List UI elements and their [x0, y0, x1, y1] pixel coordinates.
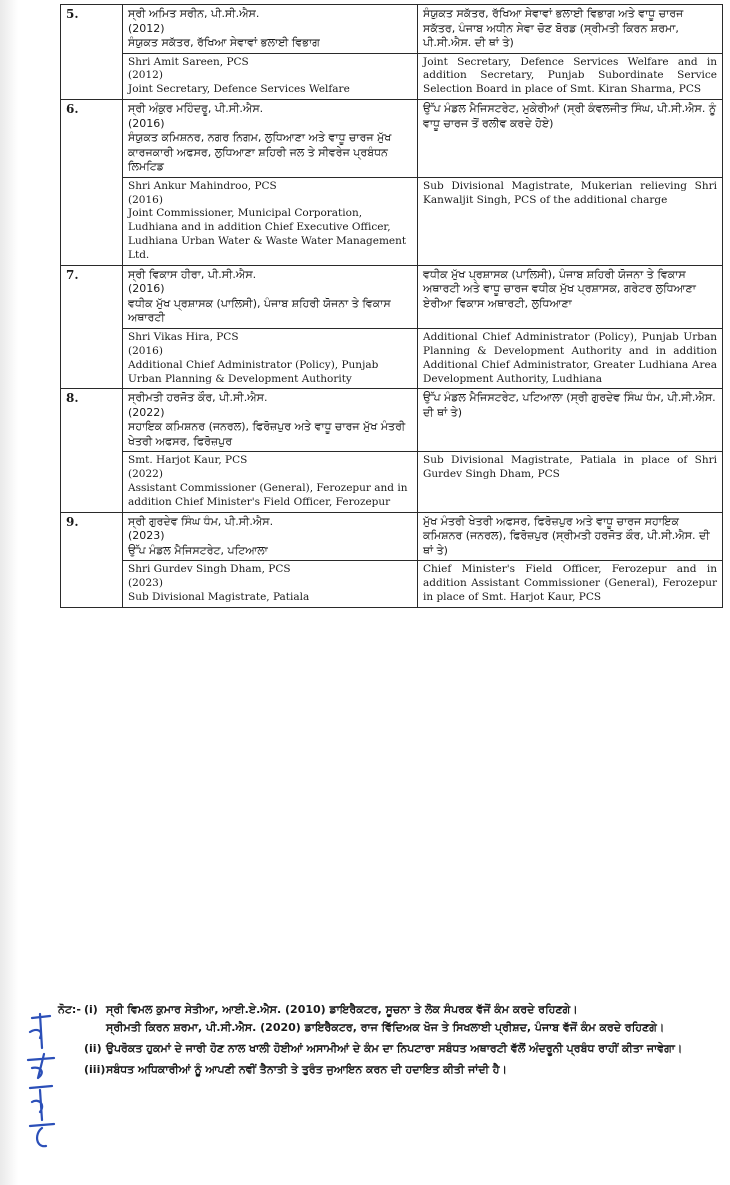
note-item — [84, 1003, 723, 1036]
officer-english — [123, 328, 418, 388]
officer-batch: (2022) — [128, 468, 163, 481]
posting-punjabi: ਵਧੀਕ ਮੁੱਖ ਪ੍ਰਸ਼ਾਸਕ (ਪਾਲਿਸੀ), ਪੰਜਾਬ ਸ਼ਹਿਰੀ ਯੋਜਨਾ ਤੇ ਵਿਕਾਸ ਅਥਾਰਟੀ ਅਤੇ ਵਾਧੂ ਚਾਰਜ ਵਧੀਕ ਮੁੱਖ ਪ੍ਰਸ਼ਾਸਕ, ਗਰੇਟਰ ਲੁਧਿਆਣਾ ਏਰੀਆ ਵਿਕਾਸ ਅਥਾਰਟੀ, ਲੁਧਿਆਣਾ — [418, 265, 723, 328]
officer-name: Smt. Harjot Kaur, PCS — [128, 454, 248, 467]
table-row — [61, 177, 723, 265]
officer-batch: (2023) — [128, 577, 163, 590]
officer-current-post: ਉੱਪ ਮੰਡਲ ਮੈਜਿਸਟਰੇਟ, ਪਟਿਆਲਾ — [128, 543, 268, 557]
officer-name: ਸ੍ਰੀ ਅੰਕੁਰ ਮਹਿੰਦਰੂ, ਪੀ.ਸੀ.ਐਸ. — [128, 102, 264, 116]
officer-punjabi — [123, 512, 418, 561]
posting-english: Sub Divisional Magistrate, Patiala in place of Shri Gurdev Singh Dham, PCS — [418, 452, 723, 512]
officer-current-post: Sub Divisional Magistrate, Patiala — [128, 591, 310, 604]
transfer-orders-table — [60, 4, 723, 608]
note-number: (i) — [84, 1003, 98, 1016]
posting-english: Sub Divisional Magistrate, Mukerian relieving Shri Kanwaljit Singh, PCS of the additional charge — [418, 177, 723, 265]
table-row — [61, 389, 723, 452]
note-subtext: ਸ੍ਰੀਮਤੀ ਕਿਰਨ ਸ਼ਰਮਾ, ਪੀ.ਸੀ.ਐਸ. (2020) ਡਾਇਰੈਕਟਰ, ਰਾਜ ਵਿੱਦਿਅਕ ਖੋਜ ਤੇ ਸਿਖਲਾਈ ਪ੍ਰੀਸ਼ਦ, ਪੰਜਾਬ ਵੱਜੋਂ ਕੰਮ ਕਰਦੇ ਰਹਿਣਗੇ। — [106, 1020, 665, 1034]
posting-english: Additional Chief Administrator (Policy), Punjab Urban Planning & Development Authority and in addition Additional Chief Administrator, Greater Ludhiana Area Development Authority, Ludhiana — [418, 328, 723, 388]
officer-name: Shri Ankur Mahindroo, PCS — [128, 179, 277, 192]
table-row — [61, 265, 723, 328]
officer-punjabi — [123, 5, 418, 54]
posting-punjabi: ਸੰਯੁਕਤ ਸਕੱਤਰ, ਰੱਖਿਆ ਸੇਵਾਵਾਂ ਭਲਾਈ ਵਿਭਾਗ ਅਤੇ ਵਾਧੂ ਚਾਰਜ ਸਕੱਤਰ, ਪੰਜਾਬ ਅਧੀਨ ਸੇਵਾ ਚੋਣ ਬੋਰਡ (ਸ੍ਰੀਮਤੀ ਕਿਰਨ ਸ਼ਰਮਾ, ਪੀ.ਸੀ.ਐਸ. ਦੀ ਥਾਂ ਤੇ) — [418, 5, 723, 54]
officer-current-post: Joint Commissioner, Municipal Corporation, Ludhiana and in addition Chief Executive Officer, Ludhiana Urban Water & Waste Water Management Ltd. — [128, 207, 407, 261]
handwritten-signature — [10, 1008, 60, 1158]
serial-number: 9. — [61, 512, 123, 607]
note-text: ਸਬੰਧਤ ਅਧਿਕਾਰੀਆਂ ਨੂੰ ਆਪਣੀ ਨਵੀਂ ਤੈਨਾਤੀ ਤੇ ਤੁਰੰਤ ਜੁਆਇਨ ਕਰਨ ਦੀ ਹਦਾਇਤ ਕੀਤੀ ਜਾਂਦੀ ਹੈ। — [106, 1062, 507, 1076]
officer-english — [123, 561, 418, 608]
posting-english: Joint Secretary, Defence Services Welfare and in addition Secretary, Punjab Subordinate Service Selection Board in place of Smt. Kiran Sharma, PCS — [418, 53, 723, 100]
officer-batch: (2012) — [128, 69, 163, 82]
officer-batch: (2016) — [128, 193, 163, 206]
table-row — [61, 5, 723, 54]
officer-batch: (2016) — [128, 116, 165, 130]
officer-name: ਸ੍ਰੀਮਤੀ ਹਰਜੋਤ ਕੌਰ, ਪੀ.ਸੀ.ਐਸ. — [128, 391, 268, 405]
officer-name: ਸ੍ਰੀ ਗੁਰਦੇਵ ਸਿੰਘ ਧੰਮ, ਪੀ.ਸੀ.ਐਸ. — [128, 514, 274, 528]
officer-name: ਸ੍ਰੀ ਵਿਕਾਸ ਹੀਰਾ, ਪੀ.ਸੀ.ਐਸ. — [128, 267, 257, 281]
note-text: ਸ੍ਰੀ ਵਿਮਲ ਕੁਮਾਰ ਸੇਤੀਆ, ਆਈ.ਏ.ਐਸ. (2010) ਡਾਇਰੈਕਟਰ, ਸੂਚਨਾ ਤੇ ਲੋਕ ਸੰਪਰਕ ਵੱਜੋਂ ਕੰਮ ਕਰਦੇ ਰਹਿਣਗੇ। — [106, 1003, 578, 1016]
officer-batch: (2016) — [128, 282, 165, 296]
note-item — [84, 1041, 723, 1057]
signature-strokes — [28, 1014, 54, 1146]
officer-current-post: ਸੰਯੁਕਤ ਕਮਿਸ਼ਨਰ, ਨਗਰ ਨਿਗਮ, ਲੁਧਿਆਣਾ ਅਤੇ ਵਾਧੂ ਚਾਰਜ ਮੁੱਖ ਕਾਰਜਕਾਰੀ ਅਫਸਰ, ਲੁਧਿਆਣਾ ਸ਼ਹਿਰੀ ਜਲ ਤੇ ਸੀਵਰੇਜ ਪ੍ਰਬੰਧਨ ਲਿਮਟਿਡ — [128, 131, 392, 174]
posting-punjabi: ਉੱਪ ਮੰਡਲ ਮੈਜਿਸਟਰੇਟ, ਮੁਕੇਰੀਆਂ (ਸ੍ਰੀ ਕੰਵਲਜੀਤ ਸਿੰਘ, ਪੀ.ਸੀ.ਐਸ. ਨੂੰ ਵਾਧੂ ਚਾਰਜ ਤੋਂ ਰਲੀਵ ਕਰਦੇ ਹੋਏ) — [418, 100, 723, 178]
officer-batch: (2016) — [128, 344, 163, 357]
table-row — [61, 53, 723, 100]
officer-name: Shri Gurdev Singh Dham, PCS — [128, 563, 291, 576]
note-text: ਉਪਰੋਕਤ ਹੁਕਮਾਂ ਦੇ ਜਾਰੀ ਹੋਣ ਨਾਲ ਖਾਲੀ ਹੋਈਆਂ ਅਸਾਮੀਆਂ ਦੇ ਕੰਮ ਦਾ ਨਿਪਟਾਰਾ ਸਬੰਧਤ ਅਥਾਰਟੀ ਵੱਲੋਂ ਅੰਦਰੂਨੀ ਪ੍ਰਬੰਧ ਰਾਹੀਂ ਕੀਤਾ ਜਾਵੇਗਾ। — [106, 1041, 683, 1055]
note-number: (iii) — [84, 1062, 106, 1076]
notes-label: ਨੋਟ:- — [58, 1003, 81, 1016]
note-number: (ii) — [84, 1041, 102, 1055]
officer-name: Shri Amit Sareen, PCS — [128, 55, 249, 68]
officer-name: ਸ੍ਰੀ ਅਮਿਤ ਸਰੀਨ, ਪੀ.ਸੀ.ਐਸ. — [128, 7, 260, 20]
posting-english: Chief Minister's Field Officer, Ferozepur and in addition Assistant Commissioner (General), Ferozepur in place of Smt. Harjot Kaur, PCS — [418, 561, 723, 608]
posting-punjabi: ਮੁੱਖ ਮੰਤਰੀ ਖੇਤਰੀ ਅਫਸਰ, ਫਿਰੋਜ਼ਪੁਰ ਅਤੇ ਵਾਧੂ ਚਾਰਜ ਸਹਾਇਕ ਕਮਿਸ਼ਨਰ (ਜਨਰਲ), ਫਿਰੋਜ਼ਪੁਰ (ਸ੍ਰੀਮਤੀ ਹਰਜੋਤ ਕੌਰ, ਪੀ.ਸੀ.ਐਸ. ਦੀ ਥਾਂ ਤੇ) — [418, 512, 723, 561]
serial-number: 6. — [61, 100, 123, 266]
table-row — [61, 512, 723, 561]
table-row — [61, 561, 723, 608]
officer-current-post: ਵਧੀਕ ਮੁੱਖ ਪ੍ਰਸ਼ਾਸਕ (ਪਾਲਿਸੀ), ਪੰਜਾਬ ਸ਼ਹਿਰੀ ਯੋਜਨਾ ਤੇ ਵਿਕਾਸ ਅਥਾਰਟੀ — [128, 296, 391, 325]
officer-batch: (2023) — [128, 529, 165, 543]
officer-english — [123, 53, 418, 100]
officer-batch: (2012) — [128, 21, 165, 35]
officer-current-post: Joint Secretary, Defence Services Welfare — [128, 83, 350, 96]
officer-punjabi — [123, 389, 418, 452]
table-row — [61, 452, 723, 512]
note-item — [84, 1062, 723, 1078]
serial-number: 8. — [61, 389, 123, 513]
officer-current-post: Assistant Commissioner (General), Ferozepur and in addition Chief Minister's Field Officer, Ferozepur — [128, 482, 408, 508]
officer-english — [123, 177, 418, 265]
officer-english — [123, 452, 418, 512]
serial-number: 5. — [61, 5, 123, 100]
officer-current-post: ਸਹਾਇਕ ਕਮਿਸ਼ਨਰ (ਜਨਰਲ), ਫਿਰੋਜ਼ਪੁਰ ਅਤੇ ਵਾਧੂ ਚਾਰਜ ਮੁੱਖ ਮੰਤਰੀ ਖੇਤਰੀ ਅਫਸਰ, ਫਿਰੋਜ਼ਪੁਰ — [128, 420, 406, 448]
posting-punjabi: ਉੱਪ ਮੰਡਲ ਮੈਜਿਸਟਰੇਟ, ਪਟਿਆਲਾ (ਸ੍ਰੀ ਗੁਰਦੇਵ ਸਿੰਘ ਧੰਮ, ਪੀ.ਸੀ.ਐਸ. ਦੀ ਥਾਂ ਤੇ) — [418, 389, 723, 452]
officer-punjabi — [123, 265, 418, 328]
officer-batch: (2022) — [128, 405, 165, 419]
officer-current-post: ਸੰਯੁਕਤ ਸਕੱਤਰ, ਰੱਖਿਆ ਸੇਵਾਵਾਂ ਭਲਾਈ ਵਿਭਾਗ — [128, 36, 320, 50]
table-row — [61, 328, 723, 388]
officer-name: Shri Vikas Hira, PCS — [128, 330, 239, 343]
serial-number: 7. — [61, 265, 123, 389]
officer-current-post: Additional Chief Administrator (Policy), Punjab Urban Planning & Development Authority — [128, 358, 379, 385]
table-row — [61, 100, 723, 178]
officer-punjabi — [123, 100, 418, 178]
notes-section — [58, 1003, 723, 1083]
